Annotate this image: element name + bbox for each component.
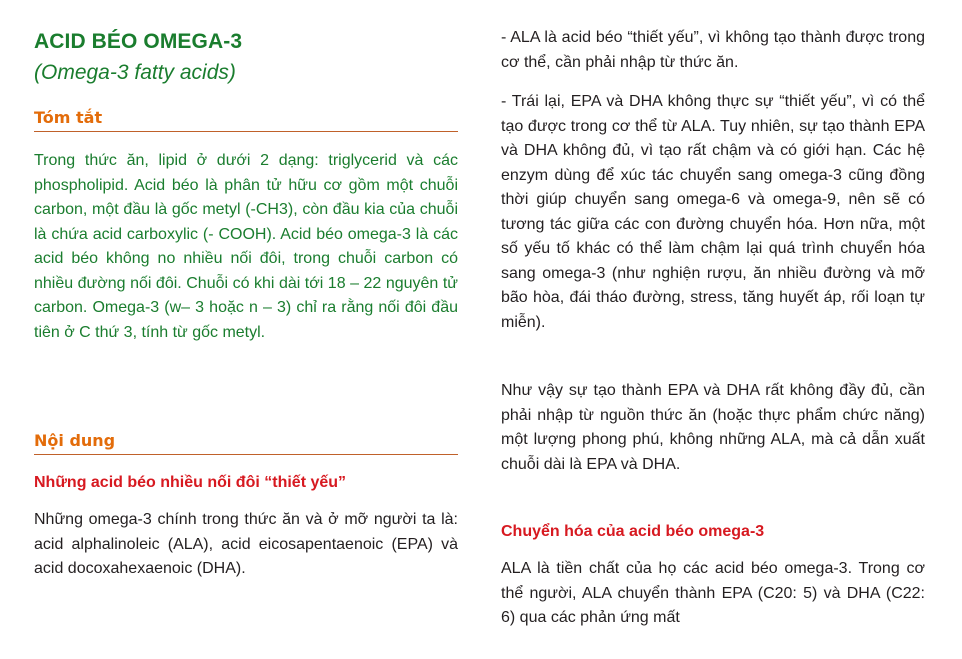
summary-heading: Tóm tắt [34, 108, 458, 132]
metabolism-heading: Chuyển hóa của acid béo omega-3 [501, 523, 765, 540]
dietary-intake-paragraph: Như vậy sự tạo thành EPA và DHA rất không đầy đủ, cần phải nhập từ nguồn thức ăn (hoặc thực phẩm chức năng) một lượng phong phú, không những ALA, mà cả dẫn xuất chuỗi dài là EPA và DHA. [501, 382, 925, 473]
summary-paragraph: Trong thức ăn, lipid ở dưới 2 dạng: triglycerid và các phospholipid. Acid béo là phân tử hữu cơ gồm một chuỗi carbon, một đầu là gốc metyl (-CH3), còn đầu kia của chuỗi là chứa acid carboxylic (- COOH). Acid béo omega-3 là các acid béo không no nhiều nối đôi, trong chuỗi carbon có nhiều đường nối đôi. Chuỗi có khi dài tới 18 – 22 nguyên tử carbon. Omega-3 (w– 3 hoặc n – 3) chỉ ra rằng nối đôi đầu tiên ở C thứ 3, tính từ gốc metyl. [34, 152, 458, 341]
article-subtitle: (Omega-3 fatty acids) [34, 61, 236, 84]
essential-fatty-acids-heading: Những acid béo nhiều nối đôi “thiết yếu” [34, 474, 347, 491]
essential-fatty-acids-paragraph: Những omega-3 chính trong thức ăn và ở mỡ người ta là: acid alphalinoleic (ALA), acid eicosapentaenoic (EPA) và acid docoxahexaenoic (DHA). [34, 511, 458, 577]
ala-essential-paragraph: - ALA là acid béo “thiết yếu”, vì không tạo thành được trong cơ thể, cần phải nhập từ thức ăn. [501, 29, 925, 71]
article-title: ACID BÉO OMEGA-3 [34, 30, 243, 53]
metabolism-paragraph: ALA là tiền chất của họ các acid béo omega-3. Trong cơ thể người, ALA chuyển thành EPA (C20: 5) và DHA (C22: 6) qua các phản ứng mất [501, 560, 925, 626]
epa-dha-paragraph: - Trái lại, EPA và DHA không thực sự “thiết yếu”, vì có thể tạo được trong cơ thể từ ALA. Tuy nhiên, sự tạo thành EPA và DHA không đủ, vì tạo rất chậm và có giới hạn. Các hệ enzym dùng để xúc tác chuyển sang omega-3 cũng đồng thời giúp chuyển sang omega-6 và omega-9, nên sẽ có tương tác giữa các con đường chuyển hóa. Hơn nữa, một số yếu tố khác có thể làm chậm lại quá trình chuyển hóa sang omega-3 (như nghiện rượu, ăn nhiều đường và mỡ bão hòa, đái tháo đường, stress, tăng huyết áp, rối loạn tự miễn). [501, 93, 925, 331]
content-heading: Nội dung [34, 431, 458, 455]
